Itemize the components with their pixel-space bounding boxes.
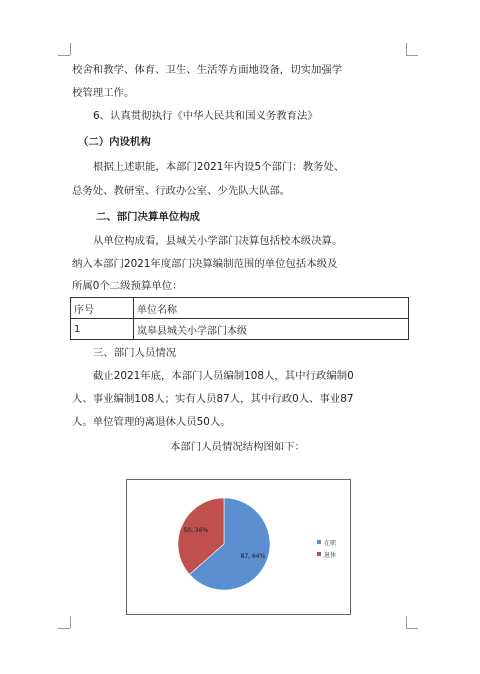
crop-mark-bottom-left-v bbox=[70, 616, 71, 628]
table-header-cell: 单位名称 bbox=[134, 298, 409, 319]
body-line: 总务处、教研室、行政办公室、少先队大队部。 bbox=[72, 185, 291, 197]
body-line: 截止2021年底，本部门人员编制108人，其中行政编制0 bbox=[93, 370, 354, 382]
body-line: 校管理工作。 bbox=[72, 87, 135, 99]
slice-data-label: 87, 64% bbox=[240, 552, 266, 560]
table-header-cell: 序号 bbox=[71, 298, 134, 319]
legend-label: 在职 bbox=[324, 539, 337, 547]
chart-caption: 本部门人员情况结构图如下： bbox=[170, 441, 306, 453]
body-line: 从单位构成看，县城关小学部门决算包括校本级决算。 bbox=[93, 235, 343, 247]
slice-data-label: 50, 36% bbox=[183, 527, 209, 535]
crop-mark-bottom-left-h bbox=[58, 628, 70, 629]
body-line: 根据上述职能，本部门2021年内设5个部门：教务处、 bbox=[93, 161, 345, 173]
table-header-row bbox=[71, 298, 409, 319]
body-line: 人、事业编制108人；实有人员87人，其中行政0人、事业87 bbox=[72, 393, 354, 405]
section-heading: （二）内设机构 bbox=[78, 136, 151, 148]
crop-mark-top-right-h bbox=[406, 55, 418, 56]
table-cell: 1 bbox=[71, 319, 134, 340]
crop-mark-top-left-v bbox=[70, 43, 71, 55]
legend-swatch bbox=[317, 540, 321, 544]
legend-label: 退休 bbox=[324, 551, 337, 559]
legend-swatch bbox=[317, 552, 321, 556]
body-line: 所属0个二级预算单位： bbox=[72, 280, 183, 292]
body-line: 人。单位管理的离退休人员50人。 bbox=[72, 416, 231, 428]
pie-chart-frame bbox=[126, 479, 351, 615]
crop-mark-top-right-v bbox=[406, 43, 407, 55]
table-row bbox=[71, 319, 409, 340]
body-line: 纳入本部门2021年度部门决算编制范围的单位包括本级及 bbox=[72, 258, 338, 270]
crop-mark-bottom-right-h bbox=[406, 628, 418, 629]
body-line: 6、认真贯彻执行《中华人民共和国义务教育法》 bbox=[93, 110, 318, 122]
chart-legend bbox=[317, 536, 336, 560]
legend-item bbox=[317, 548, 336, 560]
body-line: 校舍和教学、体育、卫生、生活等方面地设备，切实加强学 bbox=[72, 64, 343, 76]
body-line: 三、部门人员情况 bbox=[93, 347, 177, 359]
section-heading: 二、部门决算单位构成 bbox=[96, 211, 200, 223]
crop-mark-top-left-h bbox=[58, 55, 70, 56]
legend-item bbox=[317, 536, 336, 548]
unit-table bbox=[70, 297, 409, 340]
crop-mark-bottom-right-v bbox=[406, 616, 407, 628]
table-cell: 岚皋县城关小学部门本级 bbox=[134, 319, 409, 340]
